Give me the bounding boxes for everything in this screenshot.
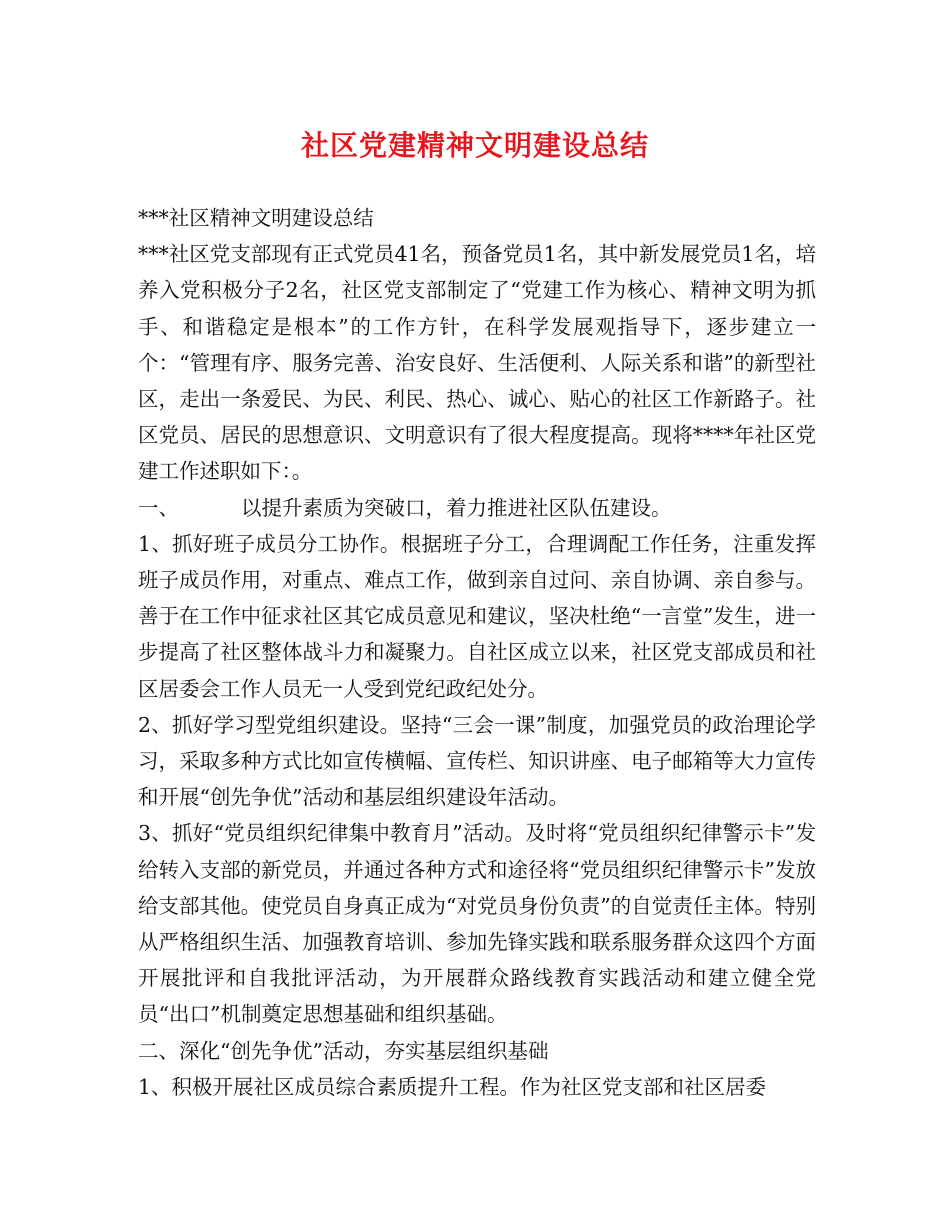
section-heading-1 [138, 490, 816, 526]
paragraph-item-1: 1、抓好班子成员分工协作。根据班子分工，合理调配工作任务，注重发挥班子成员作用，对重点、难点工作，做到亲自过问、亲自协调、亲自参与。善于在工作中征求社区其它成员意见和建议，坚决杜绝“一言堂”发生，进一步提高了社区整体战斗力和凝聚力。自社区成立以来，社区党支部成员和社区居委会工作人员无一人受到党纪政纪处分。 [138, 531, 816, 701]
document-title: 社区党建精神文明建设总结 [300, 129, 649, 162]
section-heading-2: 二、深化“创先争优”活动，夯实基层组织基础 [138, 1038, 549, 1063]
paragraph-subtitle: ***社区精神文明建设总结 [138, 206, 374, 230]
section-number: 一、 [138, 495, 179, 520]
paragraph-item-2: 2、抓好学习型党组织建设。坚持“三会一课”制度，加强党员的政治理论学习，采取多种方式比如宣传横幅、宣传栏、知识讲座、电子邮箱等大力宣传和开展“创先争优”活动和基层组织建设年活动。 [138, 712, 816, 810]
paragraph-item-4: 1、积极开展社区成员综合素质提升工程。作为社区党支部和社区居委 [138, 1074, 767, 1099]
document-body [138, 200, 816, 1105]
paragraph-item-3: 3、抓好“党员组织纪律集中教育月”活动。及时将“党员组织纪律警示卡”发给转入支部的新党员，并通过各种方式和途径将“党员组织纪律警示卡”发放给支部其他。使党员自身真正成为“对党员身份负责”的自觉责任主体。特别从严格组织生活、加强教育培训、参加先锋实践和联系服务群众这四个方面开展批评和自我批评活动，为开展群众路线教育实践活动和建立健全党员“出口”机制奠定思想基础和组织基础。 [138, 821, 816, 1027]
section-heading-text: 以提升素质为突破口，着力推进社区队伍建设。 [241, 495, 672, 520]
paragraph-intro: ***社区党支部现有正式党员41名，预备党员1名，其中新发展党员1名，培养入党积极分子2名，社区党支部制定了“党建工作为核心、精神文明为抓手、和谐稳定是根本”的工作方针，在科学发展观指导下，逐步建立一个：“管理有序、服务完善、治安良好、生活便利、人际关系和谐”的新型社区，走出一条爱民、为民、利民、热心、诚心、贴心的社区工作新路子。社区党员、居民的思想意识、文明意识有了很大程度提高。现将****年社区党建工作述职如下：。 [138, 242, 816, 484]
